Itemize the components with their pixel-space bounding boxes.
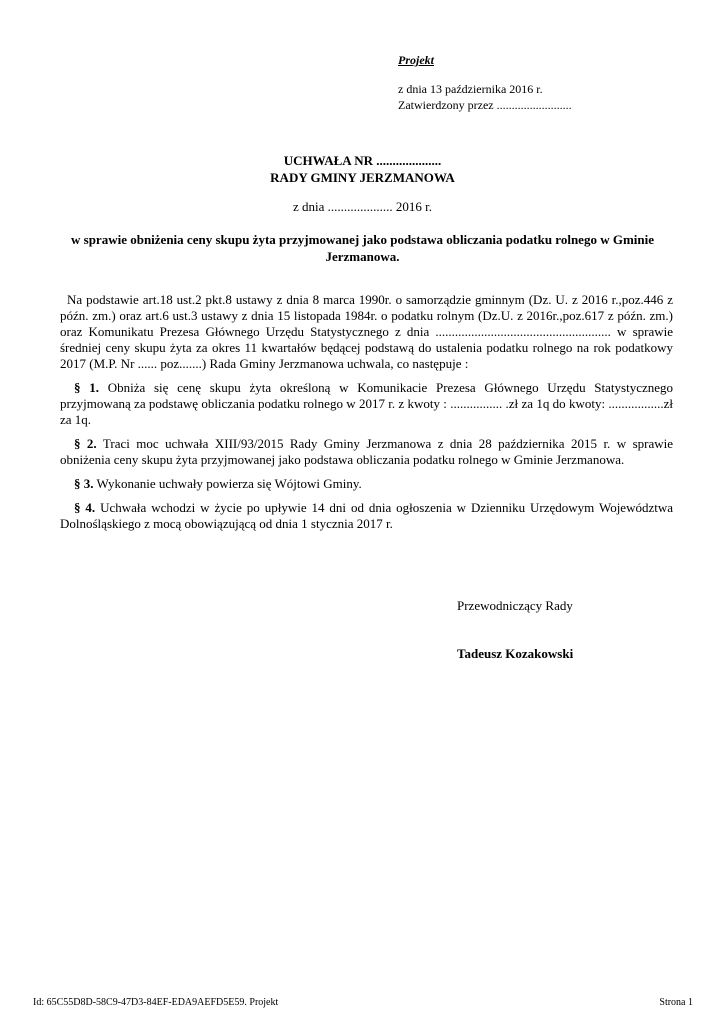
paragraph-number: § 4. — [74, 500, 96, 515]
paragraph-3 — [60, 476, 673, 492]
paragraph-text: Obniża się cenę skupu żyta określoną w Komunikacie Prezesa Głównego Urzędu Statystycznego przyjmowaną za podstawę obliczania podatku rolnego w 2017 r. z kwoty : ................ .zł za 1q do kwoty: .................zł za 1q. — [60, 380, 673, 427]
council-name: RADY GMINY JERZMANOWA — [270, 170, 455, 185]
resolution-date: z dnia .................... 2016 r. — [292, 199, 432, 214]
approved-by: Zatwierdzony przez ......................... — [398, 98, 572, 112]
header-date: z dnia 13 października 2016 r. — [398, 82, 543, 96]
paragraph-text: Uchwała wchodzi w życie po upływie 14 dni od dnia ogłoszenia w Dzienniku Urzędowym Województwa Dolnośląskiego z mocą obowiązującą od dnia 1 stycznia 2017 r. — [60, 500, 674, 531]
paragraph-4 — [60, 500, 673, 532]
paragraph-number: § 1. — [74, 380, 99, 395]
resolution-subject: w sprawie obniżenia ceny skupu żyta przyjmowanej jako podstawa obliczania podatku rolnego w Gminie Jerzmanowa. — [71, 232, 654, 264]
document-body — [60, 292, 673, 540]
paragraph-number: § 3. — [74, 476, 94, 491]
preamble: Na podstawie art.18 ust.2 pkt.8 ustawy z dnia 8 marca 1990r. o samorządzie gminnym (Dz. U. z 2016 r.,poz.446 z późn. zm.) oraz art.6 ust.3 ustawy z dnia 15 listopada 1984r. o podatku rolnym (Dz.U. z 2016r.,poz.617 z późn. zm.) oraz Komunikatu Prezesa Głównego Urzędu Statystycznego z dnia ...................................................... w sprawie średniej ceny skupu żyta za okres 11 kwartałów będącej podstawą do ustalenia podatku rolnego na rok podatkowy 2017 (M.P. Nr ...... poz.......) Rada Gminy Jerzmanowa uchwala, co następuje : — [60, 292, 673, 371]
signature-role: Przewodniczący Rady — [457, 598, 573, 613]
paragraph-2 — [60, 436, 673, 468]
resolution-title — [60, 152, 665, 186]
paragraph-text: Traci moc uchwała XIII/93/2015 Rady Gminy Jerzmanowa z dnia 28 października 2015 r. w sprawie obniżenia ceny skupu żyta przyjmowanej jako podstawa obliczania podatku rolnego w Gminie Jerzmanowa. — [60, 436, 673, 467]
signature-name: Tadeusz Kozakowski — [457, 646, 574, 661]
paragraph-number: § 2. — [74, 436, 97, 451]
page-number: Strona 1 — [659, 997, 693, 1008]
paragraph-1 — [60, 380, 673, 428]
paragraph-text: Wykonanie uchwały powierza się Wójtowi Gminy. — [96, 476, 362, 491]
document-id: Id: 65C55D8D-58C9-47D3-84EF-EDA9AEFD5E59. Projekt — [33, 997, 279, 1008]
document-header — [398, 52, 698, 113]
project-label: Projekt — [398, 53, 434, 67]
resolution-number: UCHWAŁA NR .................... — [283, 153, 442, 168]
